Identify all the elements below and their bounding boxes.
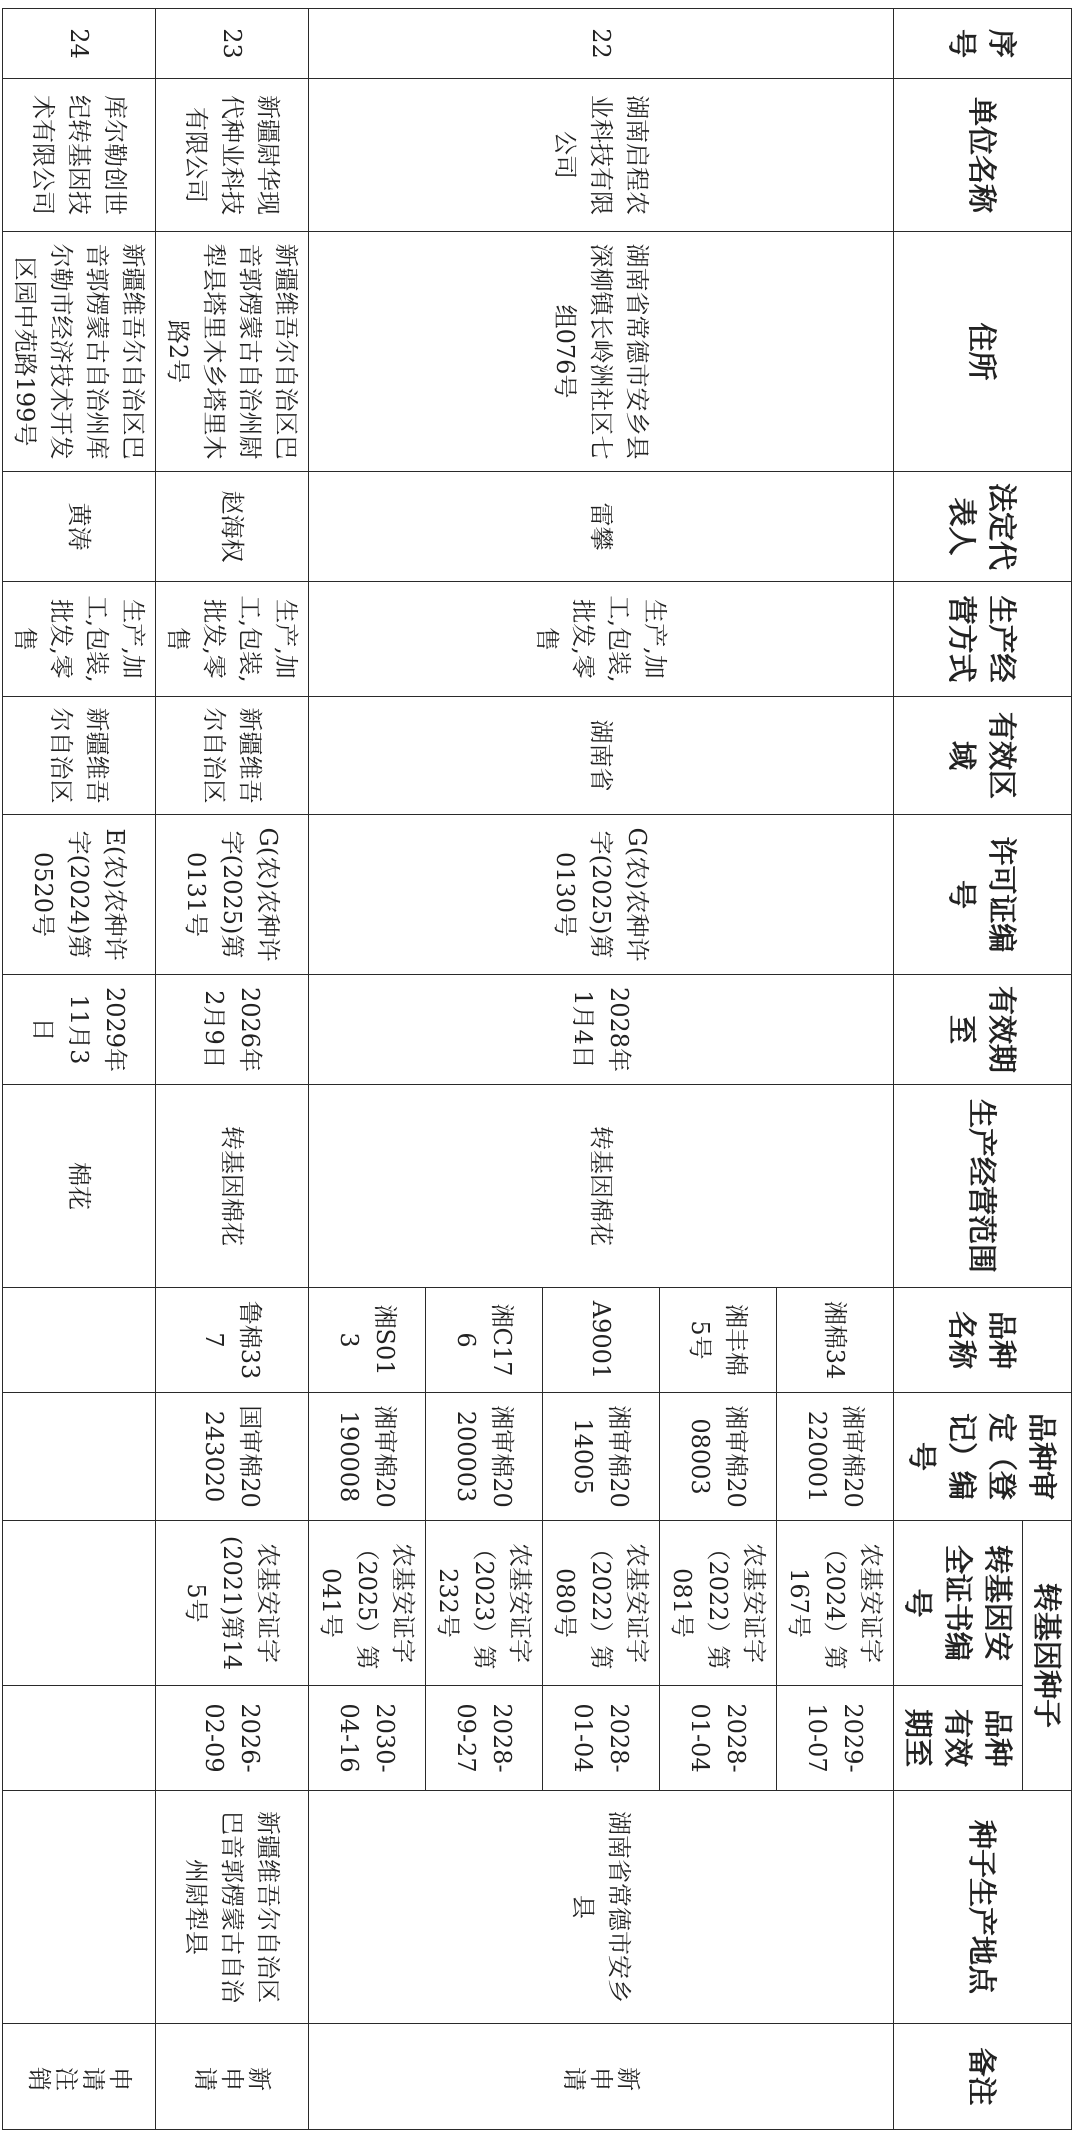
header-address: 住所 <box>894 232 1072 472</box>
cell-variety-valid: 2028-09-27 <box>426 1686 543 1791</box>
cell-variety-name: 鲁棉337 <box>156 1288 309 1393</box>
header-variety-valid: 品种有效期至 <box>894 1686 1023 1791</box>
cell-region: 新疆维吾尔自治区 <box>3 697 156 815</box>
cell-legal-rep: 黄涛 <box>3 472 156 582</box>
header-mode: 生产经营方式 <box>894 582 1072 697</box>
cell-variety-valid: 2029-10-07 <box>777 1686 894 1791</box>
cell-license: G(农)农种许字(2025)第0131号 <box>156 815 309 975</box>
cell-no: 24 <box>3 9 156 79</box>
header-scope: 生产经营范围 <box>894 1085 1072 1288</box>
cell-region: 湖南省 <box>309 697 894 815</box>
cell-license: E(农)农种许字(2024)第0520号 <box>3 815 156 975</box>
cell-remark <box>3 2024 156 2130</box>
cell-address: 湖南省常德市安乡县深柳镇长岭洲社区七组076号 <box>309 232 894 472</box>
cell-variety-valid: 2028-01-04 <box>543 1686 660 1791</box>
cell-remark <box>309 2024 894 2130</box>
cell-approval-no: 湘审棉2008003 <box>660 1393 777 1521</box>
header-valid-until: 有效期至 <box>894 975 1072 1085</box>
cell-variety-name: 湘S013 <box>309 1288 426 1393</box>
cell-valid-until: 2029年11月3日 <box>3 975 156 1085</box>
cell-variety-name: 湘丰棉5号 <box>660 1288 777 1393</box>
cell-legal-rep: 赵海权 <box>156 472 309 582</box>
cell-valid-until: 2026年2月9日 <box>156 975 309 1085</box>
table-row <box>3 9 156 2130</box>
cell-variety-name: 湘C176 <box>426 1288 543 1393</box>
header-seed-location: 种子生产地点 <box>894 1791 1072 2024</box>
cell-seed-location: 新疆维吾尔自治区巴音郭楞蒙古自治州尉犁县 <box>156 1791 309 2024</box>
cell-safety-cert: 农基安证字（2022）第081号 <box>660 1521 777 1686</box>
header-transgenic-group: 转基因种子 <box>1023 1521 1072 1791</box>
cell-mode: 生产,加工,包装,批发,零售 <box>156 582 309 697</box>
cell-mode: 生产,加工,包装,批发,零售 <box>3 582 156 697</box>
cell-safety-cert: 农基安证字（2024）第167号 <box>777 1521 894 1686</box>
cell-address: 新疆维吾尔自治区巴音郭楞蒙古自治州库尔勒市经济技术开发区园中苑路199号 <box>3 232 156 472</box>
cell-company: 新疆尉华现代种业科技有限公司 <box>156 79 309 232</box>
cell-safety-cert <box>3 1521 156 1686</box>
header-license: 许可证编号 <box>894 815 1072 975</box>
cell-variety-name: 湘棉34 <box>777 1288 894 1393</box>
remark-text: 申请注销 <box>25 2062 133 2091</box>
cell-scope: 转基因棉花 <box>156 1085 309 1288</box>
cell-variety-valid: 2030-04-16 <box>309 1686 426 1791</box>
cell-variety-name <box>3 1288 156 1393</box>
cell-scope: 转基因棉花 <box>309 1085 894 1288</box>
header-no: 序号 <box>894 9 1072 79</box>
seed-license-table <box>2 8 1072 2130</box>
cell-region: 新疆维吾尔自治区 <box>156 697 309 815</box>
cell-approval-no: 湘审棉20190008 <box>309 1393 426 1521</box>
cell-safety-cert: 农基安证字（2025）第041号 <box>309 1521 426 1686</box>
cell-mode: 生产,加工,包装,批发,零售 <box>309 582 894 697</box>
header-legal-rep: 法定代表人 <box>894 472 1072 582</box>
cell-seed-location: 湖南省常德市安乡县 <box>309 1791 894 2024</box>
cell-variety-valid <box>3 1686 156 1791</box>
cell-remark <box>156 2024 309 2130</box>
cell-approval-no <box>3 1393 156 1521</box>
cell-safety-cert: 农基安证字（2023）第232号 <box>426 1521 543 1686</box>
cell-legal-rep: 雷攀 <box>309 472 894 582</box>
header-safety-cert: 转基因安全证书编号 <box>894 1521 1023 1686</box>
cell-license: G(农)农种许字(2025)第0130号 <box>309 815 894 975</box>
header-remark: 备注 <box>894 2024 1072 2130</box>
cell-address: 新疆维吾尔自治区巴音郭楞蒙古自治州尉犁县塔里木乡塔里木路2号 <box>156 232 309 472</box>
cell-scope: 棉花 <box>3 1085 156 1288</box>
cell-company: 库尔勒创世纪转基因技术有限公司 <box>3 79 156 232</box>
table-row <box>777 9 894 2130</box>
cell-valid-until: 2028年1月4日 <box>309 975 894 1085</box>
cell-variety-name: A9001 <box>543 1288 660 1393</box>
cell-variety-valid: 2028-01-04 <box>660 1686 777 1791</box>
cell-approval-no: 湘审棉20200003 <box>426 1393 543 1521</box>
header-variety-name: 品种名称 <box>894 1288 1072 1393</box>
cell-variety-valid: 2026-02-09 <box>156 1686 309 1791</box>
remark-text: 新申请 <box>191 2062 273 2091</box>
table-row <box>156 9 309 2130</box>
cell-no: 23 <box>156 9 309 79</box>
cell-seed-location <box>3 1791 156 2024</box>
cell-safety-cert: 农基安证字（2022）第080号 <box>543 1521 660 1686</box>
header-approval-no: 品种审定（登记）编号 <box>894 1393 1072 1521</box>
cell-no: 22 <box>309 9 894 79</box>
cell-safety-cert: 农基安证字(2021)第145号 <box>156 1521 309 1686</box>
cell-approval-no: 国审棉20243020 <box>156 1393 309 1521</box>
cell-approval-no: 湘审棉2014005 <box>543 1393 660 1521</box>
cell-company: 湖南启程农业科技有限公司 <box>309 79 894 232</box>
cell-approval-no: 湘审棉20220001 <box>777 1393 894 1521</box>
header-company: 单位名称 <box>894 79 1072 232</box>
header-region: 有效区域 <box>894 697 1072 815</box>
header-row-1 <box>1023 9 1072 2130</box>
remark-text: 新申请 <box>560 2062 642 2091</box>
